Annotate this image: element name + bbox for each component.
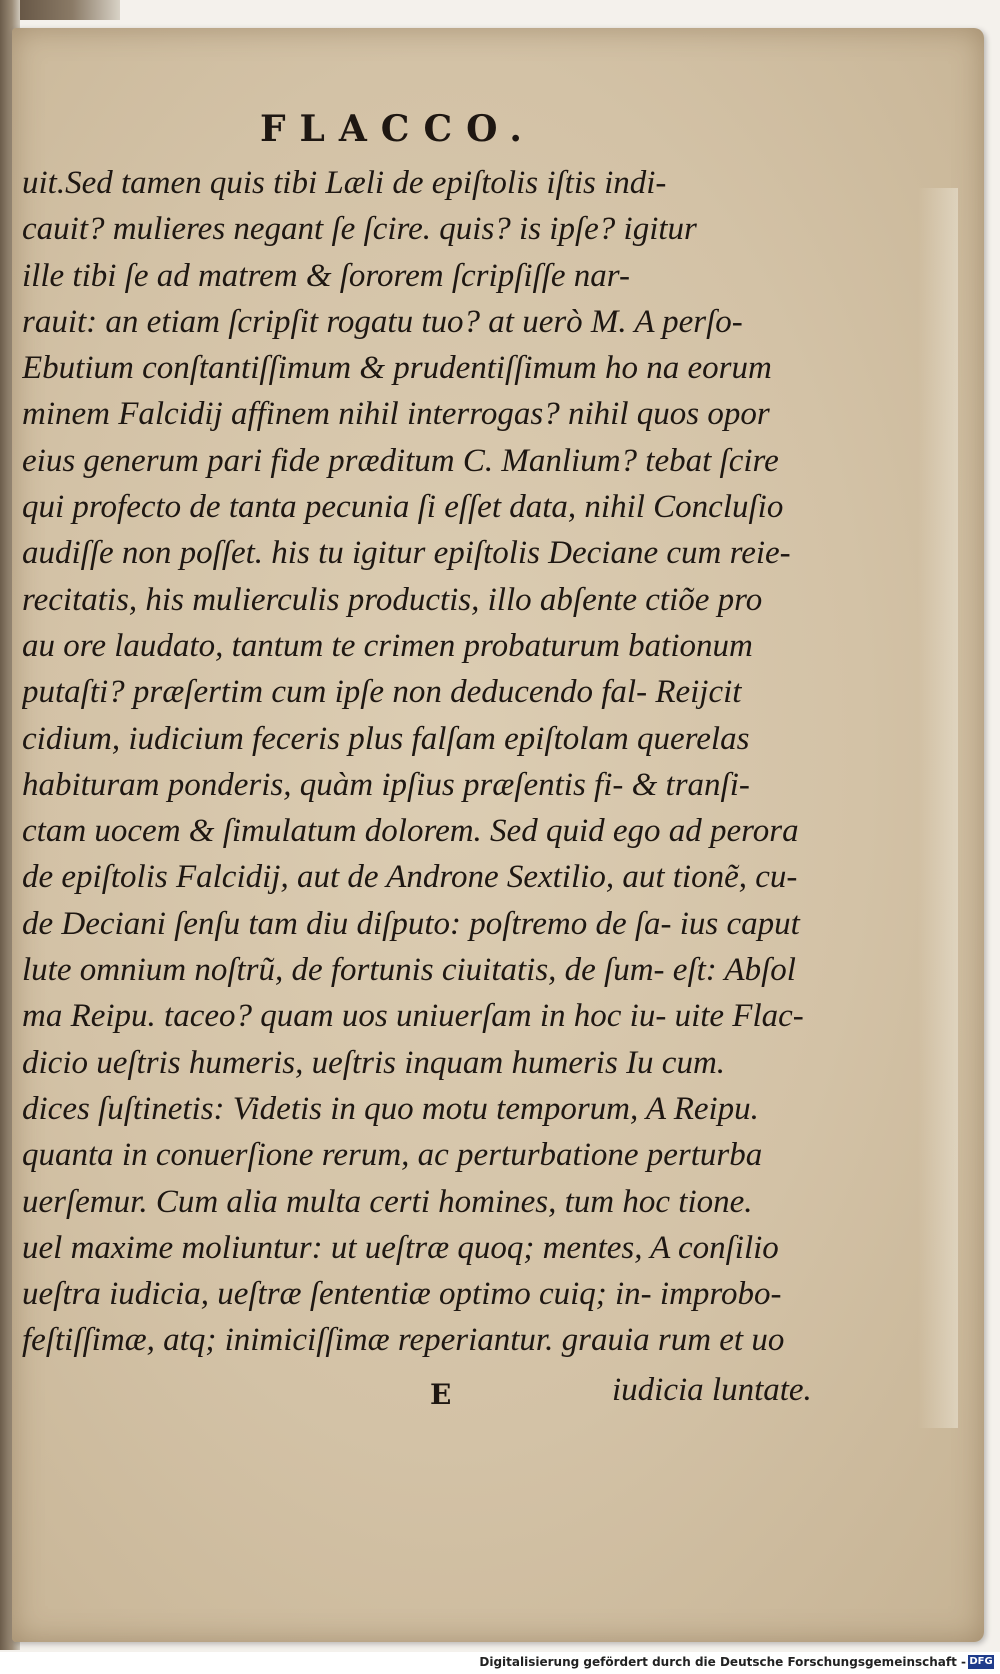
text-line-25: ueſtra iudicia, ueſtræ ſententiæ optimo cuiq; in- improbo- bbox=[22, 1276, 782, 1313]
text-line-7: eius generum pari fide præditum C. Manlium? tebat ſcire bbox=[22, 442, 779, 479]
funding-credit: Digitalisierung gefördert durch die Deutsche Forschungsgemeinschaft - bbox=[479, 1655, 966, 1669]
text-line-10: recitatis, his mulierculis productis, illo abſente ctiõe pro bbox=[22, 581, 763, 618]
text-line-21: dices ſuſtinetis: Videtis in quo motu temporum, A Reipu. bbox=[22, 1090, 759, 1127]
margin-notes-area bbox=[918, 188, 958, 1428]
text-line-9: audiſſe non poſſet. his tu igitur epiſtolis Deciane cum reie- bbox=[22, 535, 791, 572]
text-line-8: qui profecto de tanta pecunia ſi eſſet data, nihil Concluſio bbox=[22, 489, 784, 526]
text-line-2: cauit? mulieres negant ſe ſcire. quis? is ipſe? igitur bbox=[22, 211, 697, 248]
text-line-6: minem Falcidij affinem nihil interrogas? nihil quos opor bbox=[22, 396, 770, 433]
text-line-4: rauit: an etiam ſcripſit rogatu tuo? at uerò M. A perſo- bbox=[22, 303, 743, 340]
text-line-18: lute omnium noſtrũ, de fortunis ciuitatis, de ſum- eſt: Abſol bbox=[22, 952, 796, 989]
text-line-12: putaſti? præſertim cum ipſe non deducendo fal- Reijcit bbox=[22, 674, 742, 711]
text-line-3: ille tibi ſe ad matrem & ſororem ſcripſiſſe nar- bbox=[22, 257, 630, 294]
text-line-11: au ore laudato, tantum te crimen probaturum bationum bbox=[22, 627, 753, 664]
text-line-13: cidium, iudicium feceris plus falſam epiſtolam querelas bbox=[22, 720, 750, 757]
text-line-26: feſtiſſimæ, atq; inimiciſſimæ reperiantur. grauia rum et uo bbox=[22, 1322, 785, 1359]
text-line-16: de epiſtolis Falcidij, aut de Androne Sextilio, aut tionẽ, cu- bbox=[22, 859, 798, 896]
text-line-1: uit.Sed tamen quis tibi Læli de epiſtolis iſtis indi- bbox=[22, 165, 667, 201]
text-line-14: habituram ponderis, quàm ipſius præſentis fi- & tranſi- bbox=[22, 766, 750, 803]
text-line-22: quanta in conuerſione rerum, ac perturbatione perturba bbox=[22, 1137, 763, 1174]
dfg-logo-badge: DFG bbox=[969, 1656, 993, 1667]
last-line-tail: iudicia luntate. bbox=[612, 1372, 812, 1408]
text-line-24: uel maxime moliuntur: ut ueſtræ quoq; mentes, A conſilio bbox=[22, 1229, 779, 1266]
text-line-19: ma Reipu. taceo? quam uos uniuerſam in hoc iu- uite Flac- bbox=[22, 998, 804, 1035]
text-line-20: dicio ueſtris humeris, ueſtris inquam humeris Iu cum. bbox=[22, 1044, 726, 1081]
text-line-23: uerſemur. Cum alia multa certi homines, tum hoc tione. bbox=[22, 1183, 753, 1220]
text-line-17: de Deciani ſenſu tam diu diſputo: poſtremo de ſa- ius caput bbox=[22, 905, 800, 942]
text-line-5: Ebutium conſtantiſſimum & prudentiſſimum ho na eorum bbox=[22, 350, 772, 387]
running-head: FLACCO. bbox=[260, 108, 536, 150]
signature-mark: E bbox=[430, 1378, 452, 1411]
text-line-15: ctam uocem & ſimulatum dolorem. Sed quid ego ad perora bbox=[22, 813, 799, 850]
body-text bbox=[22, 160, 872, 1364]
